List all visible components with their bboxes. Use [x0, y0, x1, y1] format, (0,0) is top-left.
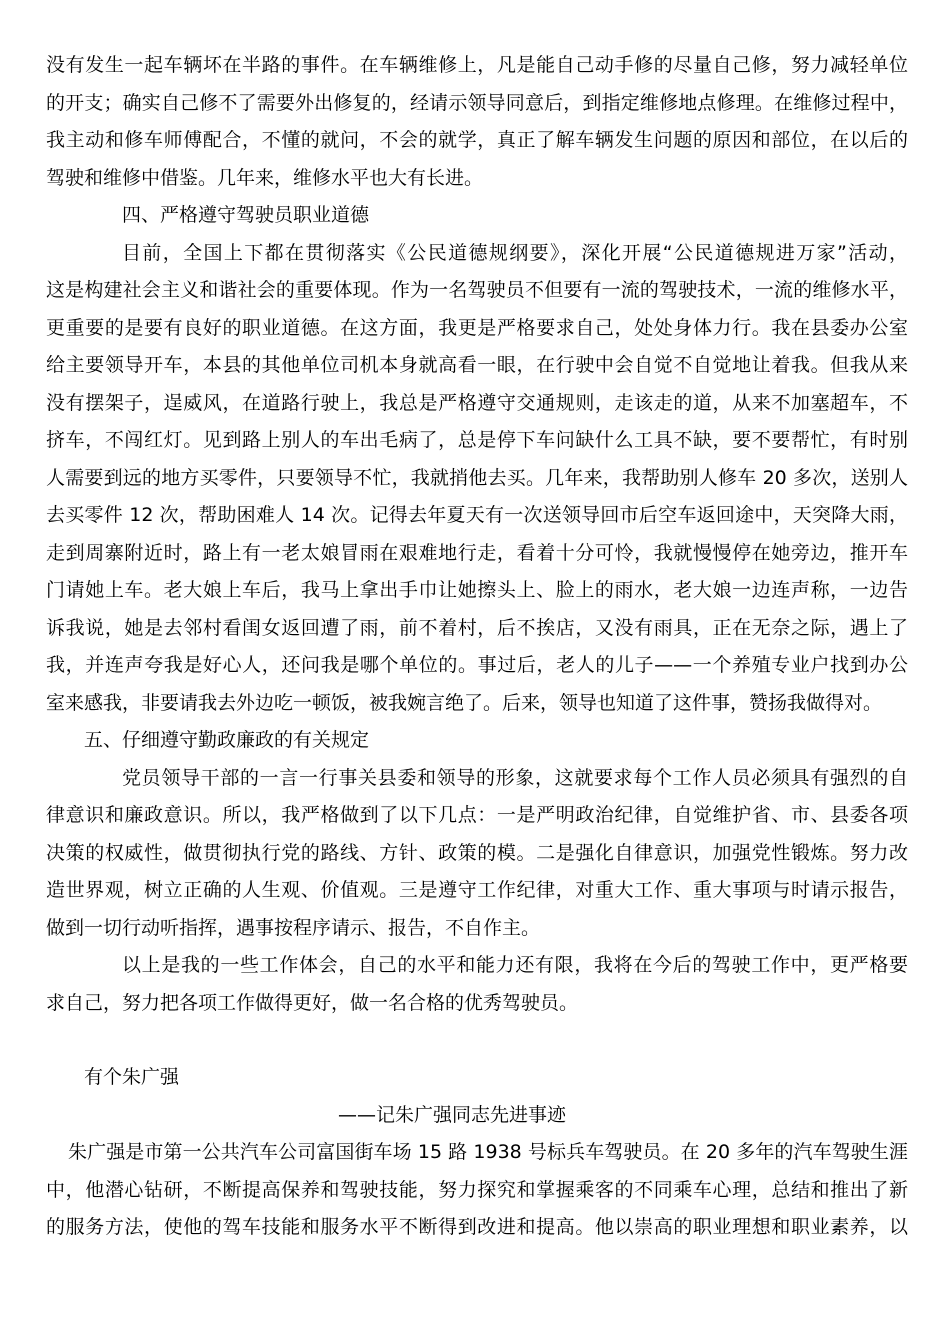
text-line: 四、严格遵守驾驶员职业道德 [122, 204, 370, 226]
text-line: 驾驶和维修中借鉴。几年来，维修水平也大有长进。 [46, 166, 484, 189]
text-line: 这是构建社会主义和谐社会的重要体现。作为一名驾驶员不但要有一流的驾驶技术，一流的维修水平， [46, 279, 908, 301]
text-line: 中，他潜心钻研，不断提高保养和驾驶技能，努力探究和掌握乘客的不同乘车心理，总结和推出了新 [46, 1178, 908, 1201]
text-line: 走到周寨附近时，路上有一老太娘冒雨在艰难地行走，看着十分可怜，我就慢慢停在她旁边，推开车 [46, 541, 908, 564]
text-line: 的开支；确实自己修不了需要外出修复的，经请示领导同意后，到指定维修地点修理。在维修过程中， [46, 91, 908, 114]
text-line: 挤车，不闯红灯。见到路上别人的车出毛病了，总是停下车问缺什么工具不缺，要不要帮忙，有时别 [46, 429, 908, 451]
text-line: 做到一切行动听指挥，遇事按程序请示、报告，不自作主。 [46, 916, 541, 939]
text-line: 诉我说，她是去邻村看闺女返回遭了雨，前不着村，后不挨店，又没有雨具，正在无奈之际，遇上了 [46, 616, 908, 639]
text-line: 给主要领导开车，本县的其他单位司机本身就高看一眼，在行驶中会自觉不自觉地让着我。但我从来 [46, 354, 908, 376]
document-page [46, 47, 908, 1247]
text-line: 决策的权威性，做贯彻执行党的路线、方针、政策的模。二是强化自律意识，加强党性锻炼。努力改 [46, 841, 908, 864]
text-line: 以上是我的一些工作体会，自己的水平和能力还有限，我将在今后的驾驶工作中，更严格要 [122, 954, 908, 976]
text-line: 更重要的是要有良好的职业道德。在这方面，我更是严格要求自己，处处身体力行。我在县委办公室 [46, 316, 908, 339]
text-line: 律意识和廉政意识。所以，我严格做到了以下几点：一是严明政治纪律，自觉维护省、市、县委各项 [46, 804, 908, 826]
text-line: 五、仔细遵守勤政廉政的有关规定 [84, 729, 370, 751]
text-line: 有个朱广强 [84, 1066, 180, 1088]
text-line: 我，并连声夸我是好心人，还问我是哪个单位的。事过后，老人的儿子——一个养殖专业户找到办公 [46, 654, 908, 676]
text-line: 室来感我，非要请我去外边吃一顿饭，被我婉言绝了。后来，领导也知道了这件事，赞扬我做得对。 [46, 691, 883, 714]
text-line: 党员领导干部的一言一行事关县委和领导的形象，这就要求每个工作人员必须具有强烈的自 [122, 766, 908, 789]
text-line: 求自己，努力把各项工作做得更好，做一名合格的优秀驾驶员。 [46, 991, 579, 1014]
text-line: ——记朱广强同志先进事迹 [338, 1103, 567, 1126]
text-line: 去买零件 12 次，帮助困难人 14 次。记得去年夏天有一次送领导回市后空车返回途中，天突降大雨， [46, 504, 908, 526]
text-line: 朱广强是市第一公共汽车公司富国街车场 15 路 1938 号标兵车驾驶员。在 20 多年的汽车驾驶生涯 [68, 1141, 908, 1163]
text-line: 门请她上车。老大娘上车后，我马上拿出手巾让她擦头上、脸上的雨水，老大娘一边连声称，一边告 [46, 579, 908, 601]
text-line: 目前，全国上下都在贯彻落实《公民道德规纲要》，深化开展“公民道德规进万家”活动， [122, 241, 908, 264]
text-line: 我主动和修车师傅配合，不懂的就问，不会的就学，真正了解车辆发生问题的原因和部位，在以后的 [46, 129, 908, 151]
text-line: 的服务方法，使他的驾车技能和服务水平不断得到改进和提高。他以崇高的职业理想和职业素养，以 [46, 1216, 908, 1238]
text-line: 造世界观，树立正确的人生观、价值观。三是遵守工作纪律，对重大工作、重大事项与时请示报告， [46, 879, 908, 901]
text-line: 没有摆架子，逞威风，在道路行驶上，我总是严格遵守交通规则，走该走的道，从来不加塞超车，不 [46, 391, 908, 414]
blank-line [46, 1022, 908, 1059]
text-line: 没有发生一起车辆坏在半路的事件。在车辆维修上，凡是能自己动手修的尽量自己修，努力减轻单位 [46, 54, 908, 76]
text-line: 人需要到远的地方买零件，只要领导不忙，我就捎他去买。几年来，我帮助别人修车 20 多次，送别人 [46, 466, 908, 489]
